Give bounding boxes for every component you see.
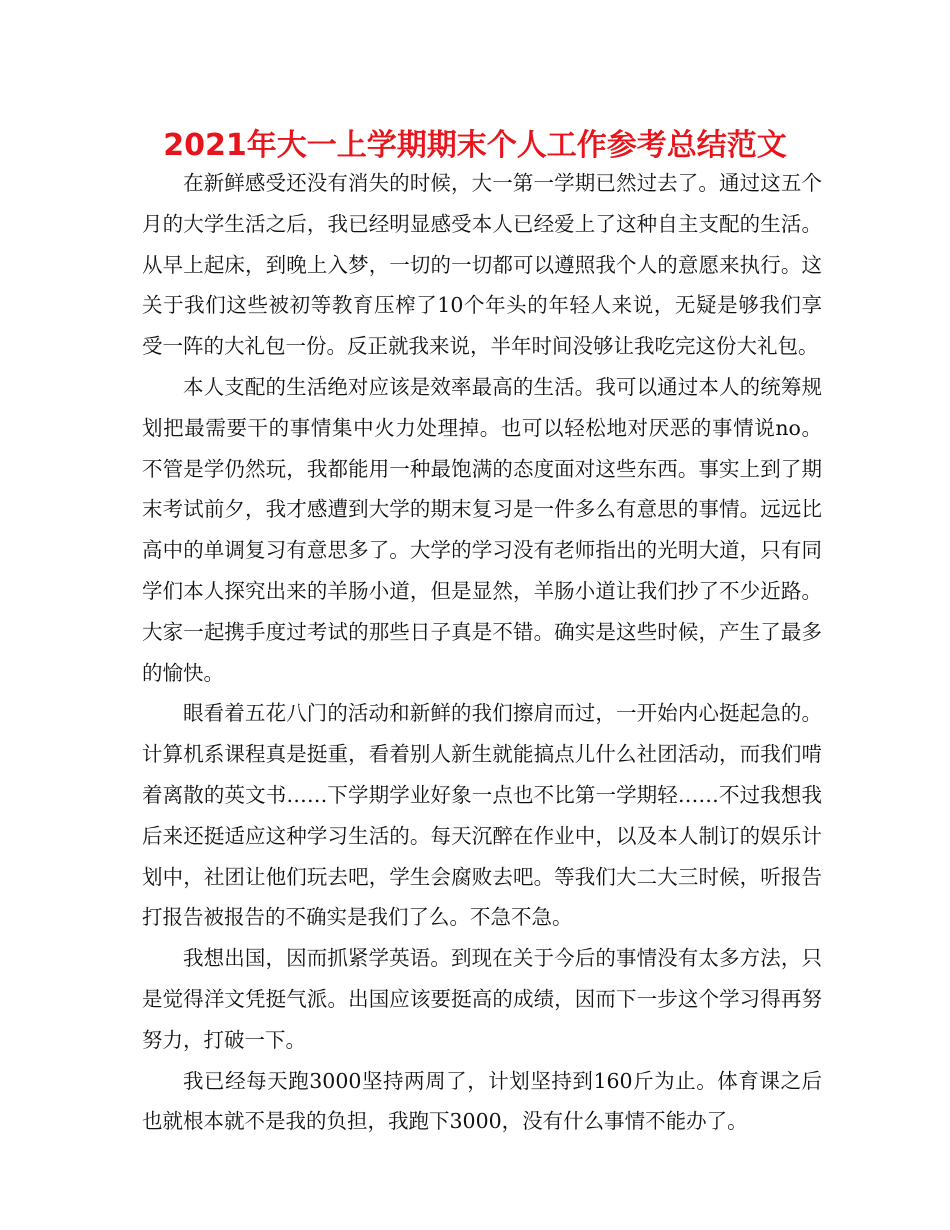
paragraph-2: 本人支配的生活绝对应该是效率最高的生活。我可以通过本人的统筹规划把最需要干的事情集中火力处理掉。也可以轻松地对厌恶的事情说no。不管是学仍然玩，我都能用一种最饱满的态度面对这些东西。事实上到了期末考试前夕，我才感遭到大学的期末复习是一件多么有意思的事情。远远比高中的单调复习有意思多了。大学的学习没有老师指出的光明大道，只有同学们本人探究出来的羊肠小道，但是显然，羊肠小道让我们抄了不少近路。大家一起携手度过考试的那些日子真是不错。确实是这些时候，产生了最多的愉快。 — [142, 374, 822, 685]
paragraph-3: 眼看着五花八门的活动和新鲜的我们擦肩而过，一开始内心挺起急的。计算机系课程真是挺重，看着别人新生就能搞点儿什么社团活动，而我们啃着离散的英文书……下学期学业好象一点也不比第一学期轻……不过我想我后来还挺适应这种学习生活的。每天沉醉在作业中，以及本人制订的娱乐计划中，社团让他们玩去吧，学生会腐败去吧。等我们大二大三时候，听报告打报告被报告的不确实是我们了么。不急不急。 — [142, 701, 822, 930]
paragraph-1: 在新鲜感受还没有消失的时候，大一第一学期已然过去了。通过这五个月的大学生活之后，我已经明显感受本人已经爱上了这种自主支配的生活。从早上起床，到晚上入梦，一切的一切都可以遵照我个人的意愿来执行。这关于我们这些被初等教育压榨了10个年头的年轻人来说，无疑是够我们享受一阵的大礼包一份。反正就我来说，半年时间没够让我吃完这份大礼包。 — [142, 171, 822, 359]
document-body — [142, 163, 822, 1142]
document-title: 2021年大一上学期期末个人工作参考总结范文 — [163, 128, 787, 163]
paragraph-5: 我已经每天跑3000坚持两周了，计划坚持到160斤为止。体育课之后也就根本就不是我的负担，我跑下3000，没有什么事情不能办了。 — [142, 1068, 822, 1134]
paragraph-4: 我想出国，因而抓紧学英语。到现在关于今后的事情没有太多方法，只是觉得洋文凭挺气派。出国应该要挺高的成绩，因而下一步这个学习得再努努力，打破一下。 — [142, 946, 822, 1052]
